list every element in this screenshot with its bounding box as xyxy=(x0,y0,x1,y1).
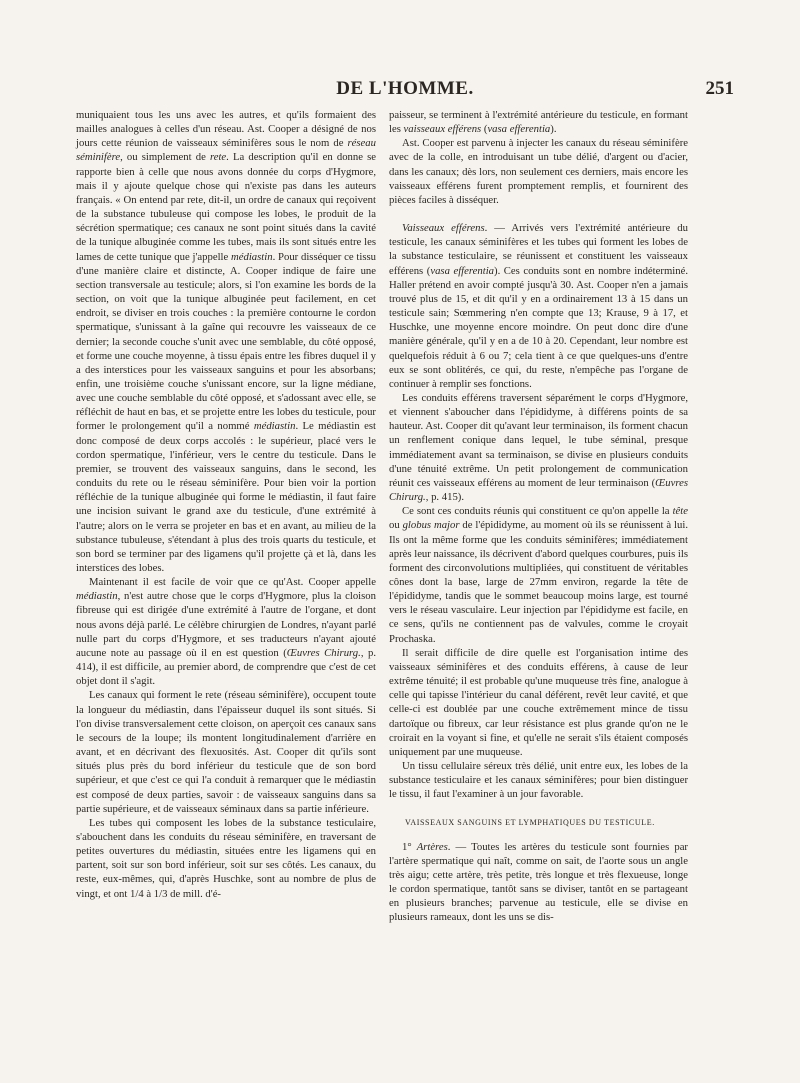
page-header xyxy=(76,78,734,104)
paragraph: Les tubes qui composent les lobes de la substance testiculaire, s'abouchent dans les conduits du réseau séminifère, en traversant de petites ouvertures du médiastin, situées entre les ligamens qui en partent, soit sur son bord inférieur, soit sur ses côtés. Les canaux, du reste, eux-mêmes, qui, d'après Huschke, sont au nombre de plus de vingt, et ont 1/4 à 1/3 de mill. d'é- xyxy=(76,816,376,900)
paragraph: Ast. Cooper est parvenu à injecter les canaux du réseau séminifère avec de la colle, en introduisant un tube délié, d'argent ou d'acier, dans les canaux; dès lors, non seulement ces derniers, mais encore les vaisseaux efférens furent promptement remplis, et fournirent des pièces faciles à disséquer. xyxy=(389,137,688,206)
text-run: Les conduits efférens traversent séparément le corps d'Hygmore, et viennent s'aboucher dans l'épididyme, à différens points de sa hauteur. Ast. Cooper dit qu'avant leur terminaison, ils forment chacun un renflement conique dans lequel, le tube séminal, presque immédiatement avant sa terminaison, se divise en plusieurs conduits d'une ténuité extrême. Un petit prolongement de communication réunit ces vaisseaux efférens au moment de leur terminaison ( xyxy=(389,391,688,489)
italic-term: réseau séminifère xyxy=(76,137,376,164)
paragraph xyxy=(76,108,376,575)
section-subheading: VAISSEAUX SANGUINS ET LYMPHATIQUES DU TESTICULE. xyxy=(405,817,655,827)
right-column xyxy=(389,108,688,924)
text-run: . — Toutes les artères du testicule sont fournies par l'artère spermatique qui naît, comme on sait, de l'aorte sous un angle très aigu; cette artère, très petite, très longue et très flexueuse, longe le cordon spermatique, tantôt sans se diviser, tantôt en se partageant en plusieurs branches; parvenue au testicule, elle se divise en plusieurs rameaux, dont les uns se dis- xyxy=(389,840,688,924)
text-run: , ou simplement de xyxy=(120,151,210,164)
left-column xyxy=(76,108,376,901)
italic-term: Œuvres Chirurg. xyxy=(389,476,688,504)
paragraph xyxy=(389,840,688,925)
italic-term: Vaisseaux efférens xyxy=(402,222,485,235)
italic-term: médiastin xyxy=(253,420,296,433)
text-run: paisseur, se terminent à l'extrémité antérieure du testicule, en formant les xyxy=(389,109,688,136)
italic-term: rete xyxy=(209,151,227,164)
page-number: 251 xyxy=(705,78,734,99)
text-run: Maintenant il est facile de voir que ce qu'Ast. Cooper appelle xyxy=(89,576,376,589)
italic-term: vasa efferentia xyxy=(430,264,495,277)
text-run: . Le médiastin est donc composé de deux corps accolés : le supérieur, placé vers le cordon spermatique, l'inférieur, vers le centre du testicule. Dans le premier, se trouvent des vaisseaux sanguins, dans le second, les conduits du rete ou le réseau séminifère. Pour bien voir la portion réfléchie de la tunique albuginée qui forme le médiastin, il faut faire une incision suivant le grand axe du testicule, d'une extrémité à l'autre; alors on le verra se projeter en bas et en avant, au milieu de la substance tubuleuse, s'étendant à plus des trois quarts du testicule, et son bord se terminer par des ligamens qu'il projette çà et là, dans les interstices des lobes. xyxy=(76,420,376,574)
italic-term: médiastin xyxy=(76,590,118,603)
text-run: muniquaient tous les uns avec les autres, et qu'ils formaient des mailles analogues à celles d'un réseau. Ast. Cooper a désigné de nos jours cette réunion de vaisseaux séminifères sous le nom de xyxy=(76,109,376,150)
paragraph xyxy=(389,108,688,136)
paragraph xyxy=(76,575,376,688)
paragraph xyxy=(389,221,688,391)
text-run: ( xyxy=(481,123,488,136)
text-run: ). Ces conduits sont en nombre indéterminé. Haller prétend en avoir compté jusqu'à 30. Ast. Cooper n'en a jamais trouvé plus de 15, et dit qu'il y en a ordinairement 13 à 15 dans un testicule sain; Sœmmering n'en compte que 13; Krause, 9 à 17, et Huschke, une moyenne encore moindre. On peut donc dire d'une manière générale, qu'il y en a de 10 à 20. Cependant, leur nombre est quelquefois réduit à 6 ou 7; cela tient à ce que quelques-uns d'entre eux se sont oblitérés, ce qui, du reste, n'empêche pas l'organe de continuer à remplir ses fonctions. xyxy=(389,264,688,390)
paragraph xyxy=(389,504,688,646)
paragraph: Il serait difficile de dire quelle est l'organisation intime des vaisseaux séminifères et des conduits efférens, à cause de leur extrême ténuité; il est probable qu'une muqueuse très fine, analogue à celle qui tapisse l'intérieur du canal déférent, revêt leur cavité, et que celle-ci est doublée par une couche extrêmement mince de tissu dartoïque ou fibreux, car leur résistance est plus grande qu'on ne le croirait en la voyant si fine, et qu'elle ne serait s'ils étaient composés uniquement par une muqueuse. xyxy=(389,646,688,758)
italic-term: Œuvres Chirurg. xyxy=(286,646,361,659)
italic-term: tête xyxy=(672,505,688,518)
paragraph xyxy=(389,391,688,504)
italic-term: médiastin xyxy=(231,250,273,263)
running-title: DE L'HOMME. xyxy=(336,78,474,99)
text-run: , n'est autre chose que le corps d'Hygmore, plus la cloison fibreuse qui est dirigée d'une extrémité à l'autre de l'organe, et dont nous avons déjà parlé. Le célèbre chirurgien de Londres, n'ayant parlé nulle part du corps d'Hygmore, et ses traducteurs n'ayant ajouté aucune note au passage où il en est question ( xyxy=(76,590,376,659)
italic-term: Artères xyxy=(416,840,448,853)
text-run: . — Arrivés vers l'extrémité antérieure du testicule, les canaux séminifères et les tubes qui forment les lobes de la substance testiculaire, se réunissent et constituent les vaisseaux efférens ( xyxy=(389,222,688,277)
text-run: , p. 414), il est difficile, au premier abord, de comprendre que c'est de cet objet dont il s'agit. xyxy=(76,646,377,688)
paragraph: Un tissu cellulaire séreux très délié, unit entre eux, les lobes de la substance testiculaire et les canaux séminifères; pour bien distinguer le tissu, il faut l'examiner à un jour favorable. xyxy=(389,760,688,801)
paragraph: Les canaux qui forment le rete (réseau séminifère), occupent toute la longueur du médiastin, dans l'épaisseur duquel ils sont situés. Si l'on divise transversalement cette cloison, on aperçoit ces canaux sans le secours de la loupe; ils montent longitudinalement d'arrière en avant, et en décrivant des flexuosités. Ast. Cooper dit qu'ils sont situés plus près du bord inférieur du testicule que de son bord supérieur, et que c'est ce qui l'a conduit à remarquer que le médiastin est composé de deux parties, savoir : de vaisseaux sanguins dans sa partie supérieure, et de vaisseaux séminaux dans sa partie inférieure. xyxy=(76,689,376,815)
text-run: , p. 415). xyxy=(425,491,465,504)
text-run: ou xyxy=(389,519,403,532)
italic-term: vaisseaux efférens xyxy=(403,123,482,136)
italic-term: vasa efferentia xyxy=(487,123,551,136)
text-run: Ce sont ces conduits réunis qui constituent ce qu'on appelle la xyxy=(402,505,673,518)
text-run: . La description qu'il en donne se rapporte bien à celle que nous avons donnée du corps d'Hygmore, mais il y ajoute quelque chose qui n'existe pas dans les auteurs français. « On entend par rete, dit-il, un ordre de canaux qui reçoivent de la substance tubuleuse qui compose les lobes, le produit de la sécrétion spermatique; ces canaux ne sont point situés dans la cavité de la tunique albuginée comme les tubes, mais ils sont situés entre les lames de cette tunique que j'appelle xyxy=(76,151,376,263)
text-run: de l'épididyme, au moment où ils se réunissent à lui. Ils ont la même forme que les conduits séminifères; immédiatement après leur naissance, ils décrivent d'abord quelques courbures, puis ils forment des circonvolutions multipliées, qui constituent de véritables cônes dont la base, large de 27mm environ, regarde la tête de l'épididyme, tandis que le sommet beaucoup moins large, est tourné vers le réseau vasculaire. Leur injection par l'épididyme est facile, en ce sens, qu'ils ne contiennent pas de valvules, comme le croyait Prochaska. xyxy=(389,519,689,645)
text-run: ). xyxy=(550,123,557,136)
text-run: 1° xyxy=(402,840,417,853)
italic-term: globus major xyxy=(402,519,460,532)
text-run: . Pour disséquer ce tissu d'une manière claire et distincte, A. Cooper indique de faire une section transversale au testicule; alors, si l'on examine les bords de la section, on voit que la tunique albuginée peut facilement, en cet endroit, se diviser en trois couches : la première contourne le cordon spermatique, s'unissant à la gaîne qui recouvre les vaisseaux de ce dernier; la seconde couche s'unit avec une semblable, du côté opposé, et forme une couche moyenne, à tissu épais entre les fibres duquel il y a des interstices pour les vaisseaux sanguins et pour les absorbans; enfin, une troisième couche s'unissant encore, sur la ligne médiane, avec une couche semblable du côté opposé, et s'adossant avec elle, se réfléchit de haut en bas, et se projette entre les lobes du testicule, pour former le prolongement qu'il a nommé xyxy=(76,250,376,433)
